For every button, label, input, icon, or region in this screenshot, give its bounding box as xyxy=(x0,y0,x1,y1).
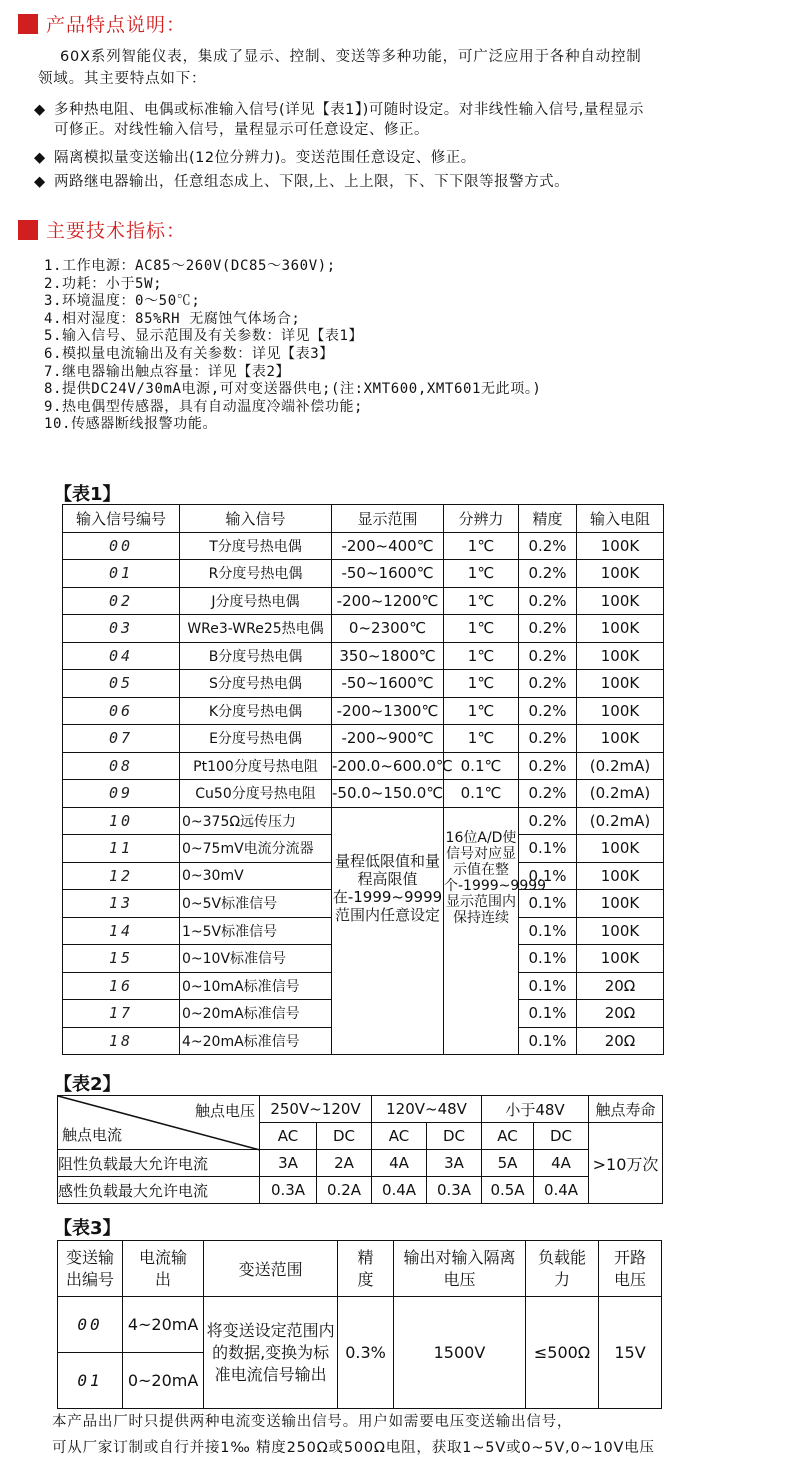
signal-name: 0~10mA标准信号 xyxy=(180,972,332,1000)
diamond-bullet-icon: ◆ xyxy=(34,150,46,166)
section-title: 产品特点说明： xyxy=(46,14,187,36)
precision-value: 0.3% xyxy=(338,1297,394,1409)
display-range: -200~400℃ xyxy=(332,532,444,560)
precision: 0.1% xyxy=(519,1027,577,1055)
diamond-bullet-icon: ◆ xyxy=(34,102,46,118)
table-row xyxy=(63,587,664,615)
table-header: 变送输出编号 xyxy=(58,1241,123,1297)
precision: 0.1% xyxy=(519,835,577,863)
precision: 0.2% xyxy=(519,532,577,560)
open-voltage-value: 15V xyxy=(599,1297,662,1409)
signal-code: 07 xyxy=(63,725,180,753)
resolution: 0.1℃ xyxy=(444,780,519,808)
signal-name: 0~10V标准信号 xyxy=(180,945,332,973)
signal-name: Pt100分度号热电阻 xyxy=(180,752,332,780)
table-row xyxy=(63,615,664,643)
display-range: -200~1300℃ xyxy=(332,697,444,725)
precision: 0.1% xyxy=(519,917,577,945)
display-range: 0~2300℃ xyxy=(332,615,444,643)
precision: 0.1% xyxy=(519,862,577,890)
spec-item: 4.相对湿度：85%RH 无腐蚀气体场合; xyxy=(44,310,301,327)
output-current: 4~20mA xyxy=(122,1297,203,1353)
voltage-header: 250V~120V xyxy=(260,1096,372,1123)
spec-item: 1.工作电源：AC85～260V(DC85～360V); xyxy=(44,258,336,274)
input-resistance: (0.2mA) xyxy=(577,807,664,835)
feature-item xyxy=(36,172,569,192)
table-header: 输入信号编号 xyxy=(63,505,180,533)
life-value: >10万次 xyxy=(589,1123,663,1204)
signal-code: 10 xyxy=(63,807,180,835)
acdc-header: AC xyxy=(372,1123,427,1150)
table-row xyxy=(63,725,664,753)
feature-item xyxy=(36,148,476,168)
load-value: ≤500Ω xyxy=(525,1297,598,1409)
signal-name: 0~20mA标准信号 xyxy=(180,1000,332,1028)
output-code: 01 xyxy=(58,1353,123,1409)
life-header: 触点寿命 xyxy=(589,1096,663,1123)
table-header: 输出对输入隔离电压 xyxy=(393,1241,525,1297)
input-resistance: 100K xyxy=(577,725,664,753)
contact-current-label: 触点电流 xyxy=(62,1126,123,1144)
spec-item: 10.传感器断线报警功能。 xyxy=(44,416,218,433)
signal-name: S分度号热电偶 xyxy=(180,670,332,698)
signal-name: K分度号热电偶 xyxy=(180,697,332,725)
signal-code: 01 xyxy=(63,560,180,588)
precision: 0.2% xyxy=(519,615,577,643)
table-header: 显示范围 xyxy=(332,505,444,533)
acdc-header: AC xyxy=(260,1123,317,1150)
resolution-merged: 16位A/D使信号对应显示值在整个-1999~9999显示范围内保持连续 xyxy=(444,807,519,1055)
signal-code: 18 xyxy=(63,1027,180,1055)
voltage-header: 小于48V xyxy=(482,1096,589,1123)
signal-code: 15 xyxy=(63,945,180,973)
table-cell: 4A xyxy=(372,1150,427,1177)
display-range: -200~1200℃ xyxy=(332,587,444,615)
signal-code: 08 xyxy=(63,752,180,780)
precision: 0.1% xyxy=(519,945,577,973)
table-row xyxy=(63,807,664,835)
input-resistance: (0.2mA) xyxy=(577,780,664,808)
feature-item xyxy=(36,100,644,140)
red-square-icon xyxy=(18,220,38,240)
table1-label: 【表1】 xyxy=(54,484,121,505)
display-range: -200~900℃ xyxy=(332,725,444,753)
intro-line-2: 领域。其主要特点如下： xyxy=(38,71,207,87)
table-header: 负载能力 xyxy=(525,1241,598,1297)
signal-name: 0~30mV xyxy=(180,862,332,890)
signal-name: R分度号热电偶 xyxy=(180,560,332,588)
diagonal-header-cell xyxy=(58,1096,260,1150)
output-code: 00 xyxy=(58,1297,123,1353)
table-header: 输入信号 xyxy=(180,505,332,533)
resolution: 1℃ xyxy=(444,615,519,643)
input-resistance: 20Ω xyxy=(577,972,664,1000)
spec-item: 5.输入信号、显示范围及有关参数：详见【表1】 xyxy=(44,328,364,345)
input-resistance: 100K xyxy=(577,917,664,945)
input-resistance: 100K xyxy=(577,587,664,615)
table-header: 分辨力 xyxy=(444,505,519,533)
table-cell: 3A xyxy=(260,1150,317,1177)
resolution: 1℃ xyxy=(444,532,519,560)
precision: 0.2% xyxy=(519,725,577,753)
signal-code: 05 xyxy=(63,670,180,698)
feature-text: 两路继电器输出，任意组态成上、下限,上、上上限，下、下下限等报警方式。 xyxy=(54,174,570,190)
table-header: 精度 xyxy=(338,1241,394,1297)
signal-code: 04 xyxy=(63,642,180,670)
signal-code: 03 xyxy=(63,615,180,643)
display-range: -50.0~150.0℃ xyxy=(332,780,444,808)
transmit-output-table xyxy=(57,1240,662,1409)
signal-name: B分度号热电偶 xyxy=(180,642,332,670)
signal-name: Cu50分度号热电阻 xyxy=(180,780,332,808)
input-resistance: 100K xyxy=(577,615,664,643)
table-cell: 0.3A xyxy=(260,1177,317,1204)
feature-text: 多种热电阻、电偶或标准输入信号(详见【表1】)可随时设定。对非线性输入信号,量程显示 xyxy=(54,102,644,118)
feature-text: 可修正。对线性输入信号，量程显示可任意设定、修正。 xyxy=(54,122,429,138)
signal-name: 0~375Ω远传压力 xyxy=(180,807,332,835)
table-cell: 0.5A xyxy=(482,1177,534,1204)
table-row xyxy=(63,752,664,780)
signal-name: J分度号热电偶 xyxy=(180,587,332,615)
table-header: 精度 xyxy=(519,505,577,533)
signal-code: 14 xyxy=(63,917,180,945)
feature-text: 隔离模拟量变送输出(12位分辨力)。变送范围任意设定、修正。 xyxy=(54,150,476,166)
spec-item: 6.模拟量电流输出及有关参数：详见【表3】 xyxy=(44,345,334,362)
signal-name: T分度号热电偶 xyxy=(180,532,332,560)
load-label: 阻性负载最大允许电流 xyxy=(58,1150,260,1177)
output-current: 0~20mA xyxy=(122,1353,203,1409)
signal-code: 09 xyxy=(63,780,180,808)
input-resistance: 20Ω xyxy=(577,1000,664,1028)
precision: 0.2% xyxy=(519,697,577,725)
resolution: 1℃ xyxy=(444,725,519,753)
table-row xyxy=(63,697,664,725)
table-cell: 5A xyxy=(482,1150,534,1177)
precision: 0.1% xyxy=(519,890,577,918)
signal-name: WRe3-WRe25热电偶 xyxy=(180,615,332,643)
section-specs-heading xyxy=(18,216,186,243)
precision: 0.2% xyxy=(519,642,577,670)
footnote-line-1: 本产品出厂时只提供两种电流变送输出信号。用户如需要电压变送输出信号， xyxy=(52,1414,573,1430)
isolation-value: 1500V xyxy=(393,1297,525,1409)
precision: 0.2% xyxy=(519,560,577,588)
acdc-header: AC xyxy=(482,1123,534,1150)
display-range: -50~1600℃ xyxy=(332,560,444,588)
table-cell: 0.4A xyxy=(534,1177,589,1204)
input-resistance: (0.2mA) xyxy=(577,752,664,780)
table-row xyxy=(63,670,664,698)
display-range: -200.0~600.0℃ xyxy=(332,752,444,780)
input-signal-table xyxy=(62,504,664,1055)
spec-item: 7.继电器输出触点容量：详见【表2】 xyxy=(44,363,291,380)
input-resistance: 20Ω xyxy=(577,1027,664,1055)
table-row xyxy=(63,560,664,588)
input-resistance: 100K xyxy=(577,697,664,725)
table-header: 变送范围 xyxy=(204,1241,338,1297)
spec-item: 9.热电偶型传感器，具有自动温度冷端补偿功能; xyxy=(44,398,364,415)
input-resistance: 100K xyxy=(577,890,664,918)
precision: 0.2% xyxy=(519,752,577,780)
spec-item: 8.提供DC24V/30mA电源,可对变送器供电;(注:XMT600,XMT601无此项。) xyxy=(44,381,542,398)
table2-label: 【表2】 xyxy=(54,1074,121,1095)
signal-code: 00 xyxy=(63,532,180,560)
section-features-heading xyxy=(18,10,186,37)
diamond-bullet-icon: ◆ xyxy=(34,174,46,190)
table-cell: 0.4A xyxy=(372,1177,427,1204)
contact-voltage-label: 触点电压 xyxy=(194,1102,255,1120)
resolution: 1℃ xyxy=(444,697,519,725)
table3-label: 【表3】 xyxy=(54,1218,121,1239)
table-header: 开路电压 xyxy=(599,1241,662,1297)
spec-item: 2.功耗：小于5W; xyxy=(44,275,163,292)
input-resistance: 100K xyxy=(577,532,664,560)
input-resistance: 100K xyxy=(577,642,664,670)
load-label: 感性负载最大允许电流 xyxy=(58,1177,260,1204)
table-row xyxy=(63,642,664,670)
table-row xyxy=(63,532,664,560)
signal-code: 06 xyxy=(63,697,180,725)
precision: 0.2% xyxy=(519,670,577,698)
input-resistance: 100K xyxy=(577,835,664,863)
signal-code: 13 xyxy=(63,890,180,918)
resolution: 1℃ xyxy=(444,642,519,670)
section-title: 主要技术指标： xyxy=(46,220,187,242)
signal-name: 0~5V标准信号 xyxy=(180,890,332,918)
transmit-range: 将变送设定范围内的数据,变换为标准电流信号输出 xyxy=(204,1297,338,1409)
precision: 0.2% xyxy=(519,780,577,808)
precision: 0.2% xyxy=(519,807,577,835)
footnote-line-2: 可从厂家订制或自行并接1‰ 精度250Ω或500Ω电阻，获取1~5V或0~5V,0~10V电压 xyxy=(52,1440,655,1456)
display-range: 350~1800℃ xyxy=(332,642,444,670)
intro-line-1: 60X系列智能仪表，集成了显示、控制、变送等多种功能，可广泛应用于各种自动控制 xyxy=(60,49,642,65)
acdc-header: DC xyxy=(534,1123,589,1150)
voltage-header: 120V~48V xyxy=(372,1096,482,1123)
table-cell: 4A xyxy=(534,1150,589,1177)
precision: 0.1% xyxy=(519,972,577,1000)
table-header: 输入电阻 xyxy=(577,505,664,533)
precision: 0.2% xyxy=(519,587,577,615)
input-resistance: 100K xyxy=(577,560,664,588)
signal-name: 4~20mA标准信号 xyxy=(180,1027,332,1055)
table-cell: 0.3A xyxy=(427,1177,482,1204)
signal-code: 11 xyxy=(63,835,180,863)
acdc-header: DC xyxy=(317,1123,372,1150)
input-resistance: 100K xyxy=(577,945,664,973)
red-square-icon xyxy=(18,14,38,34)
signal-name: 0~75mV电流分流器 xyxy=(180,835,332,863)
table-header: 电流输出 xyxy=(122,1241,203,1297)
acdc-header: DC xyxy=(427,1123,482,1150)
resolution: 1℃ xyxy=(444,670,519,698)
table-cell: 0.2A xyxy=(317,1177,372,1204)
signal-name: E分度号热电偶 xyxy=(180,725,332,753)
display-range: -50~1600℃ xyxy=(332,670,444,698)
resolution: 1℃ xyxy=(444,587,519,615)
resolution: 1℃ xyxy=(444,560,519,588)
signal-code: 16 xyxy=(63,972,180,1000)
signal-code: 02 xyxy=(63,587,180,615)
table-row xyxy=(63,780,664,808)
input-resistance: 100K xyxy=(577,862,664,890)
display-range-merged: 量程低限值和量程高限值在-1999~9999范围内任意设定 xyxy=(332,807,444,1055)
resolution: 0.1℃ xyxy=(444,752,519,780)
signal-name: 1~5V标准信号 xyxy=(180,917,332,945)
table-cell: 2A xyxy=(317,1150,372,1177)
spec-item: 3.环境温度：0～50℃; xyxy=(44,293,201,310)
spec-list xyxy=(44,258,541,434)
relay-contact-table xyxy=(57,1095,663,1204)
precision: 0.1% xyxy=(519,1000,577,1028)
input-resistance: 100K xyxy=(577,670,664,698)
signal-code: 12 xyxy=(63,862,180,890)
table-cell: 3A xyxy=(427,1150,482,1177)
signal-code: 17 xyxy=(63,1000,180,1028)
